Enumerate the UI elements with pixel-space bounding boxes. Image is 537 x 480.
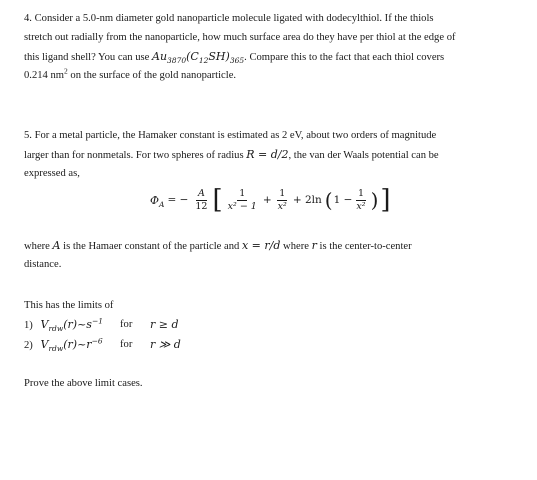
problem-4-line-1: 4. Consider a 5.0-nm diameter gold nanoparticle molecule ligated with dodecylthiol. If the thiols	[24, 13, 434, 24]
eq-equals: = −	[167, 194, 189, 206]
problem-5-text: larger than for nonmetals. For two spheres of radius	[24, 150, 247, 161]
eq-right-bracket: ]	[380, 185, 391, 215]
limit-for: for	[120, 339, 133, 350]
problem-4-text: this ligand shell? You can use	[24, 52, 152, 63]
van-der-waals-equation	[150, 183, 392, 217]
eq-fraction-a-12: $\frac{A}{12}$	[195, 188, 208, 212]
problem-5-line-3: expressed as,	[24, 168, 80, 179]
limit-number: 2)	[24, 340, 33, 351]
ligand-formula	[152, 50, 245, 66]
limit-item-1	[24, 315, 179, 335]
where-line: where A is the Hamaer constant of the particle and x = r/d where r is the center-to-center	[24, 239, 412, 252]
eq-left-paren: (	[324, 188, 333, 212]
problem-5-line-1: 5. For a metal particle, the Hamaker constant is estimated as 2 eV, about two orders of magnitude	[24, 130, 437, 141]
problem-4-line-2: stretch out radially from the nanoparticle, how much surface area do they have per thiol at the edge of	[24, 32, 456, 43]
limit-number: 1)	[24, 320, 33, 331]
eq-fraction-1-x2-1: $\frac{1}{\text{x² − 1}}$	[227, 188, 257, 212]
eq-plus-2ln: + 2ln	[292, 194, 322, 206]
problem-4-text: . Compare this to the fact that each thiol covers	[244, 52, 445, 63]
distance-line: distance.	[24, 259, 62, 270]
formula-sh: SH)	[208, 50, 230, 63]
eq-fraction-1-x2-inner: $\frac{1}{\text{x²}}$	[356, 188, 366, 212]
formula-sh-sub: 365	[229, 56, 245, 66]
area-unit-sup: 2	[64, 66, 68, 76]
problem-4-line-3	[24, 47, 516, 67]
problem-4-text: on the surface of the gold nanoparticle.	[67, 70, 237, 81]
formula-c: (C	[186, 50, 199, 63]
eq-plus: +	[262, 194, 272, 206]
symbol-r: r	[311, 239, 317, 252]
eq-phi: $\Phi_A$	[150, 193, 165, 209]
prove-instruction: Prove the above limit cases.	[24, 378, 143, 389]
limit-for: for	[120, 319, 133, 330]
limits-intro: This has the limits of	[24, 300, 114, 311]
limit-expression: $V_{rdw}(r)\sim s^{-1}$	[40, 316, 104, 334]
formula-au: Au	[152, 50, 168, 63]
limit-condition: r ≥ d	[150, 318, 179, 331]
formula-au-sub: 3870	[167, 56, 187, 66]
limit-condition: r ≫ d	[150, 338, 181, 351]
limit-expression: $V_{rdw}(r)\sim r^{-6}$	[40, 336, 103, 354]
problem-4-line-4	[24, 66, 516, 85]
symbol-A: A	[52, 239, 61, 252]
problem-5-line-2	[24, 145, 516, 165]
limit-item-2	[24, 335, 181, 355]
x-definition: x = r/d	[241, 239, 281, 252]
eq-left-bracket: [	[212, 185, 223, 215]
radius-equation: R = d/2	[246, 148, 289, 161]
area-value: 0.214 nm	[24, 70, 65, 81]
eq-fraction-1-x2: $\frac{1}{\text{x²}}$	[277, 188, 287, 212]
formula-c-sub: 12	[198, 56, 209, 66]
problem-5-text: , the van der Waals potential can be	[288, 150, 439, 161]
eq-one-minus: 1 −	[333, 194, 353, 206]
eq-right-paren: )	[370, 188, 379, 212]
